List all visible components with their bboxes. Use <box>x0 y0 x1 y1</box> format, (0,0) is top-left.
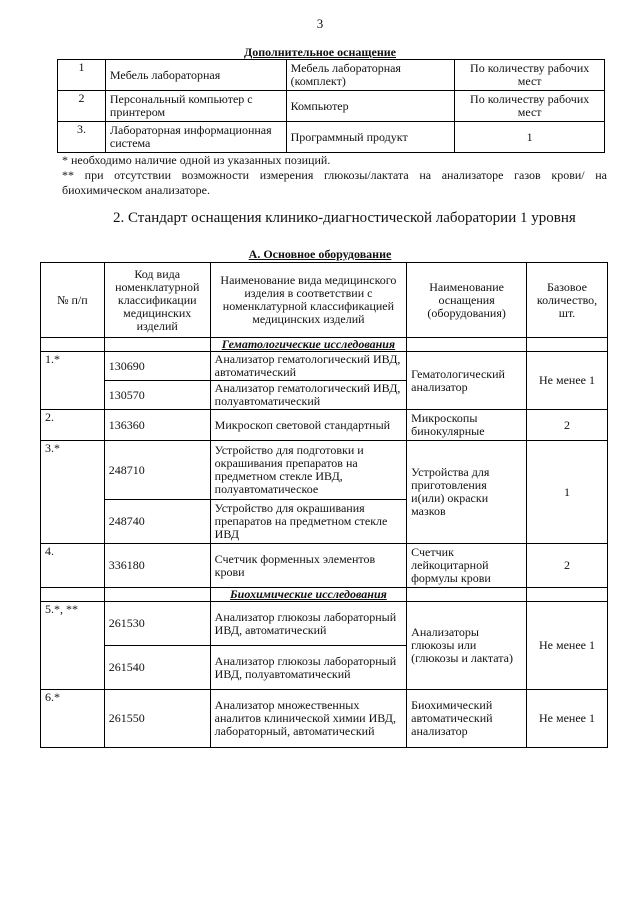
item-cell: Анализатор глюкозы лабораторный ИВД, полуавтоматический <box>210 646 406 690</box>
item-name: Мебель лабораторная <box>105 60 286 91</box>
header-item: Наименование вида медицинского изделия в соответствии с номенклатурной классификацией медицинских изделий <box>210 263 406 338</box>
table-row <box>58 91 605 122</box>
footnotes <box>62 153 607 198</box>
table-row <box>41 441 608 500</box>
page-number: 3 <box>316 16 324 31</box>
quantity-cell: Не менее 1 <box>527 602 608 690</box>
quantity-cell: Не менее 1 <box>527 352 608 410</box>
item-name: Персональный компьютер с принтером <box>105 91 286 122</box>
code-cell: 261550 <box>104 690 210 748</box>
item-cell: Счетчик форменных элементов крови <box>210 544 406 588</box>
section-row-biochem <box>41 588 608 602</box>
equipment-cell: Счетчик лейкоцитарной формулы крови <box>407 544 527 588</box>
code-cell: 248710 <box>104 441 210 500</box>
equipment-cell: Анализаторы глюкозы или (глюкозы и лактата) <box>407 602 527 690</box>
equipment-cell: Биохимический автоматический анализатор <box>407 690 527 748</box>
item-cell: Микроскоп световой стандартный <box>210 410 406 441</box>
row-number: 2. <box>41 410 105 441</box>
code-cell: 336180 <box>104 544 210 588</box>
item-quantity: 1 <box>455 122 605 153</box>
code-cell: 130570 <box>104 381 210 410</box>
item-name: Лабораторная информационная система <box>105 122 286 153</box>
code-cell: 248740 <box>104 500 210 544</box>
section-heading: 2. Стандарт оснащения клинико-диагностической лаборатории 1 уровня <box>113 210 576 226</box>
quantity-cell: 2 <box>527 544 608 588</box>
code-cell: 261530 <box>104 602 210 646</box>
row-number: 5.*, ** <box>41 602 105 690</box>
code-cell: 130690 <box>104 352 210 381</box>
row-number: 3. <box>58 122 106 153</box>
footnote-single-star: * необходимо наличие одной из указанных позиций. <box>62 153 331 167</box>
table-row <box>41 690 608 748</box>
basic-equipment-table <box>40 262 608 748</box>
item-cell: Анализатор глюкозы лабораторный ИВД, автоматический <box>210 602 406 646</box>
table-row <box>41 602 608 646</box>
item-quantity: По количеству рабочих мест <box>455 91 605 122</box>
table-row <box>41 544 608 588</box>
item-cell: Анализатор множественных аналитов клинической химии ИВД, лабораторный, автоматический <box>210 690 406 748</box>
row-number: 1 <box>58 60 106 91</box>
equipment-cell: Гематологический анализатор <box>407 352 527 410</box>
item-type: Компьютер <box>286 91 455 122</box>
header-number: № п/п <box>41 263 105 338</box>
header-code: Код вида номенклатурной классификации медицинских изделий <box>104 263 210 338</box>
row-number: 6.* <box>41 690 105 748</box>
equipment-cell: Микроскопы бинокулярные <box>407 410 527 441</box>
header-quantity: Базовое количество, шт. <box>527 263 608 338</box>
quantity-cell: 2 <box>527 410 608 441</box>
section-title: Гематологические исследования <box>210 338 406 352</box>
item-cell: Устройство для окрашивания препаратов на предметном стекле ИВД <box>210 500 406 544</box>
header-equipment: Наименование оснащения (оборудования) <box>407 263 527 338</box>
table-row <box>41 410 608 441</box>
additional-equipment-table <box>57 59 605 153</box>
additional-equipment-title: Дополнительное оснащение <box>244 45 396 59</box>
item-type: Программный продукт <box>286 122 455 153</box>
basic-equipment-title: А. Основное оборудование <box>248 247 392 261</box>
table-header-row <box>41 263 608 338</box>
footnote-double-star: ** при отсутствии возможности измерения глюкозы/лактата на анализаторе газов крови/ на биохимическом анализаторе. <box>62 168 607 197</box>
item-quantity: По количеству рабочих мест <box>455 60 605 91</box>
code-cell: 136360 <box>104 410 210 441</box>
item-type: Мебель лабораторная (комплект) <box>286 60 455 91</box>
row-number: 1.* <box>41 352 105 410</box>
table-row <box>41 352 608 381</box>
row-number: 4. <box>41 544 105 588</box>
table-row <box>58 60 605 91</box>
table-row <box>58 122 605 153</box>
item-cell: Анализатор гематологический ИВД, автоматический <box>210 352 406 381</box>
item-cell: Анализатор гематологический ИВД, полуавтоматический <box>210 381 406 410</box>
section-row-hematology <box>41 338 608 352</box>
quantity-cell: Не менее 1 <box>527 690 608 748</box>
section-title: Биохимические исследования <box>210 588 406 602</box>
equipment-cell: Устройства для приготовления и(или) окраски мазков <box>407 441 527 544</box>
code-cell: 261540 <box>104 646 210 690</box>
item-cell: Устройство для подготовки и окрашивания препаратов на предметном стекле ИВД, полуавтоматическое <box>210 441 406 500</box>
row-number: 3.* <box>41 441 105 544</box>
quantity-cell: 1 <box>527 441 608 544</box>
row-number: 2 <box>58 91 106 122</box>
